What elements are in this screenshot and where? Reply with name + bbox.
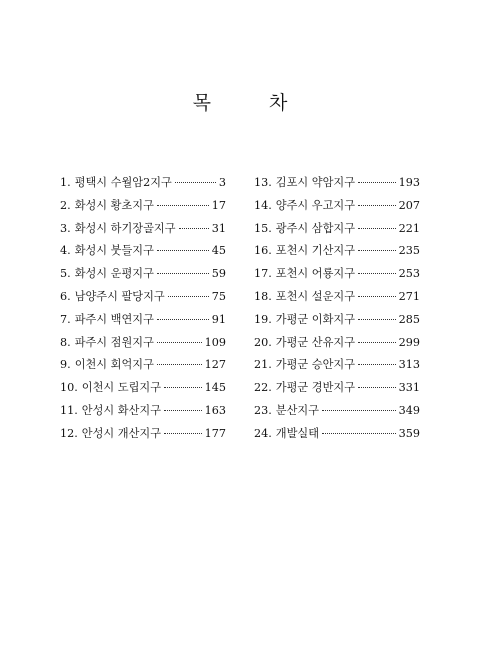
dot-leader [358,273,396,274]
dot-leader [358,364,396,365]
toc-entry-label: 화성시 하기장골지구 [74,221,176,235]
toc-entry-page-number: 313 [398,358,420,372]
toc-entry-page-number: 59 [211,267,226,281]
toc-entry-page-number: 331 [398,381,420,395]
toc-entry-label: 광주시 삼합지구 [275,221,356,235]
toc-entry-label: 화성시 황초지구 [74,198,154,212]
toc-entry-label: 김포시 약암지구 [275,176,356,189]
toc-entry-page-number: 359 [398,426,420,440]
toc-entry-label: 포천시 기산지구 [275,244,356,258]
toc-entry-page-number: 221 [398,221,420,235]
toc-entry-label: 안성시 개산지구 [81,426,162,440]
toc-entry-number: 5. [60,267,71,281]
toc-entry-label: 양주시 우고지구 [275,198,356,212]
toc-entry-page-number: 271 [398,289,420,303]
toc-entry-label: 화성시 운평지구 [74,267,154,281]
toc-entry [60,311,226,334]
toc-entry [254,220,420,243]
toc-entry-number: 17. [254,267,272,281]
toc-entry-number: 6. [60,289,71,303]
toc-entry-label: 이천시 회억지구 [74,358,154,372]
toc-entry [60,288,226,311]
toc-entry-number: 18. [254,289,272,303]
toc-entry-number: 23. [254,403,272,417]
toc-entry [60,220,226,243]
page-title [0,88,480,115]
toc-entry-label: 화성시 붓들지구 [74,244,154,258]
toc-entry-number: 9. [60,358,71,372]
dot-leader [157,319,209,320]
toc-entry-label: 포천시 어룡지구 [275,267,356,281]
title-char-2: 차 [269,92,288,114]
dot-leader [157,250,209,251]
toc-entry-page-number: 207 [398,198,420,212]
toc-entry [254,356,420,379]
toc-entry [254,334,420,357]
toc-entry-page-number: 17 [211,198,226,212]
toc-entry [254,288,420,311]
dot-leader [164,410,202,411]
toc-entry-label: 파주시 백연지구 [74,312,154,326]
toc-entry-label: 개발실태 [275,426,320,440]
toc-entry [60,242,226,265]
toc-entry-page-number: 253 [398,267,420,281]
dot-leader [157,205,209,206]
toc-entry-number: 14. [254,198,272,212]
toc-entry-number: 2. [60,198,71,212]
dot-leader [358,296,396,297]
toc-entry [60,402,226,425]
toc-entry [60,174,226,197]
toc-entry [60,334,226,357]
toc-entry-label: 포천시 설운지구 [275,289,356,303]
toc-entry-number: 3. [60,221,71,235]
toc-entry-page-number: 163 [204,403,226,417]
toc-entry [60,265,226,288]
dot-leader [358,319,396,320]
toc-column-right [254,174,420,448]
toc-entry-page-number: 75 [211,289,226,303]
dot-leader [358,387,396,388]
toc-entry-number: 10. [60,381,78,395]
dot-leader [164,387,202,388]
toc-entry-page-number: 145 [204,381,226,395]
toc-entry-page-number: 91 [211,312,226,326]
toc-entry-label: 가평군 이화지구 [275,312,356,326]
toc-entry [254,197,420,220]
toc-entry-label: 파주시 점원지구 [74,335,154,349]
toc-entry [60,197,226,220]
dot-leader [322,433,396,434]
toc-entry [60,425,226,448]
toc-entry-label: 평택시 수월암2지구 [74,176,172,189]
dot-leader [358,205,396,206]
toc-entry-page-number: 31 [211,221,226,235]
dot-leader [157,273,209,274]
dot-leader [164,433,202,434]
toc-entry-label: 안성시 화산지구 [81,403,162,417]
toc-entry-page-number: 177 [204,426,226,440]
toc-entry-label: 가평군 승안지구 [275,358,356,372]
toc-entry-page-number: 193 [398,176,420,189]
toc-entry-page-number: 349 [398,403,420,417]
toc-entry-page-number: 45 [211,244,226,258]
toc-entry-label: 가평군 산유지구 [275,335,356,349]
toc-entry-number: 24. [254,426,272,440]
toc-entry-page-number: 285 [398,312,420,326]
toc-entry-page-number: 109 [204,335,226,349]
toc-entry-page-number: 235 [398,244,420,258]
toc-entry [254,402,420,425]
toc-entry-number: 19. [254,312,272,326]
toc-entry-number: 22. [254,381,272,395]
toc-entry-label: 이천시 도립지구 [81,381,162,395]
toc-entry [254,242,420,265]
toc-entry-label: 분산지구 [275,403,320,417]
toc-entry-number: 13. [254,176,272,189]
toc-entry-label: 가평군 경반지구 [275,381,356,395]
toc-entry [254,379,420,402]
dot-leader [358,182,396,183]
toc-entry-number: 20. [254,335,272,349]
dot-leader [358,228,396,229]
toc-entry-number: 1. [60,176,71,189]
title-char-1: 목 [192,92,211,114]
toc-entry-number: 12. [60,426,78,440]
toc-entry-number: 21. [254,358,272,372]
toc-entry [254,265,420,288]
toc-entry-number: 4. [60,244,71,258]
toc-entry-number: 15. [254,221,272,235]
toc-entry [60,356,226,379]
toc-column-left [60,174,226,448]
dot-leader [175,182,216,183]
dot-leader [157,364,202,365]
toc-entry-number: 16. [254,244,272,258]
toc-entry-page-number: 127 [204,358,226,372]
toc-entry [254,425,420,448]
toc-entry-page-number: 299 [398,335,420,349]
toc-entry-number: 7. [60,312,71,326]
dot-leader [168,296,209,297]
toc-entry-label: 남양주시 팔당지구 [74,289,165,303]
dot-leader [358,342,396,343]
dot-leader [358,250,396,251]
toc-entry [254,174,420,197]
dot-leader [322,410,396,411]
dot-leader [157,342,202,343]
toc-entry-number: 11. [60,403,78,417]
toc-entry [254,311,420,334]
toc-entry [60,379,226,402]
dot-leader [179,228,209,229]
toc-entry-page-number: 3 [218,176,226,189]
toc-entry-number: 8. [60,335,71,349]
